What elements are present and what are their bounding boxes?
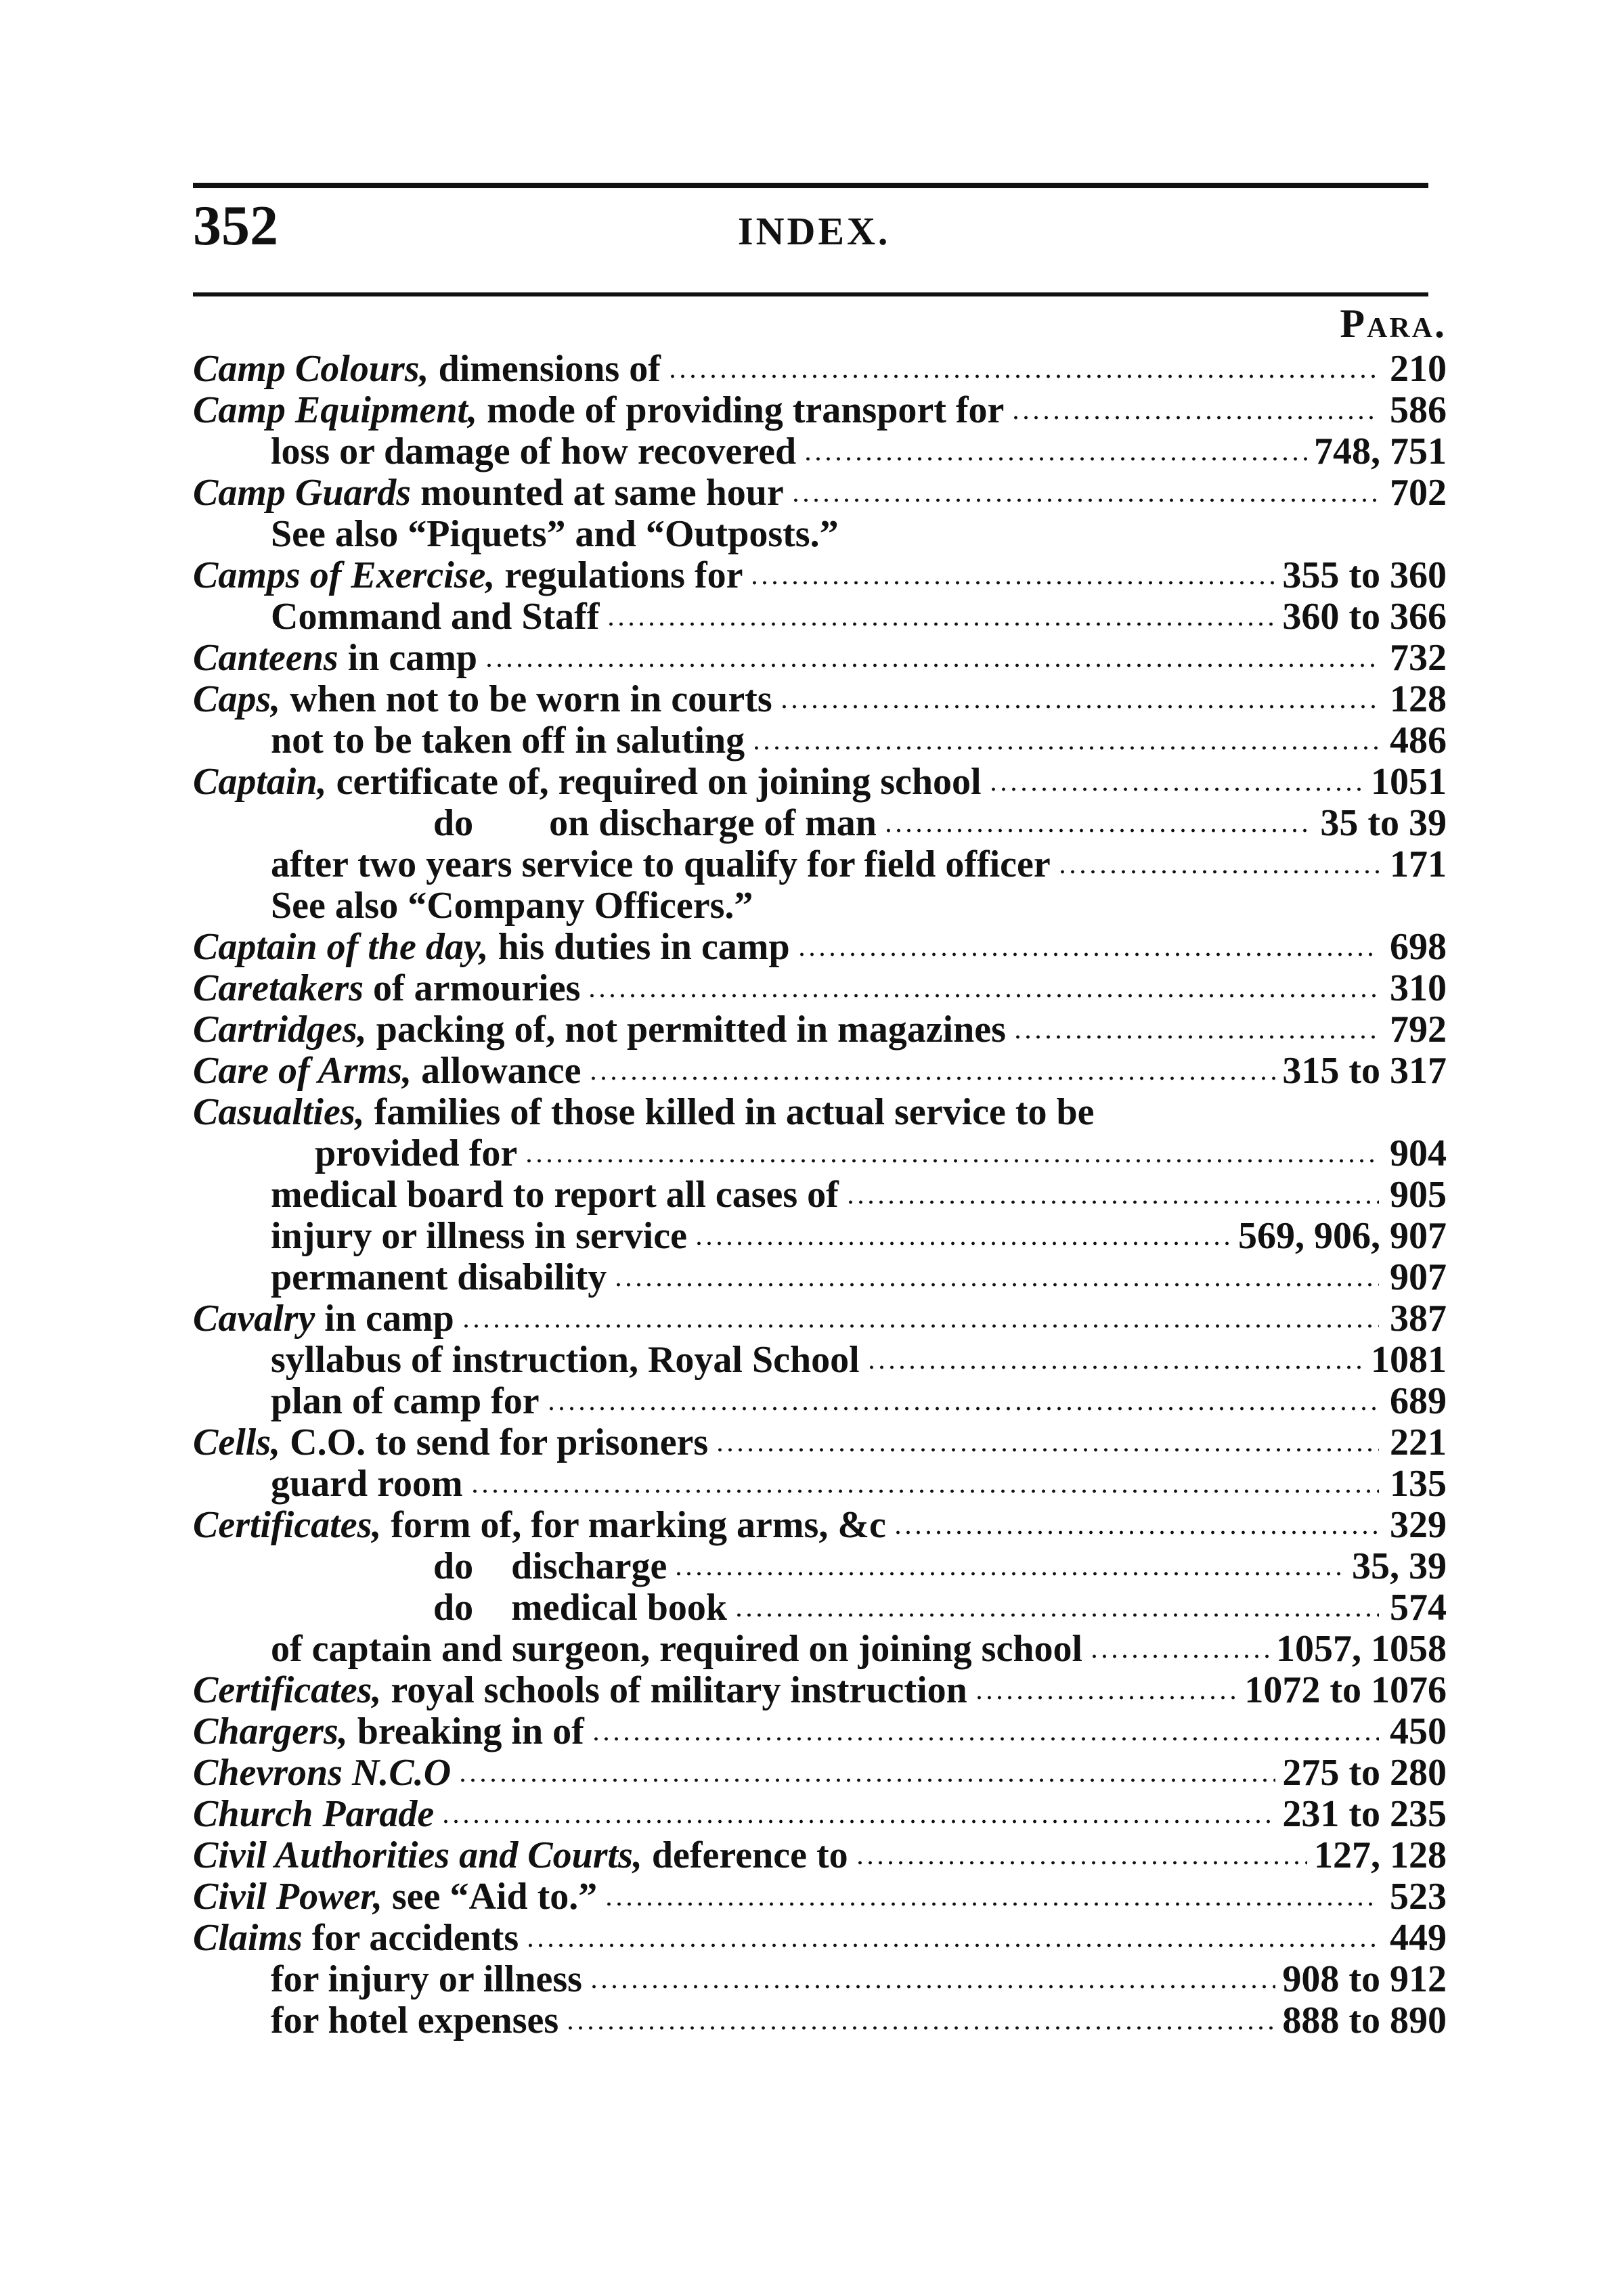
dot-leader [674,1572,1345,1576]
index-entry [193,1340,1447,1381]
index-entry [193,596,1447,638]
entry-paragraph-ref: 689 [1390,1380,1447,1422]
entry-text: provided for [315,1132,518,1174]
dot-leader [524,1159,1379,1163]
entry-paragraph-ref: 792 [1390,1009,1447,1051]
dot-leader [749,581,1275,585]
dot-leader [525,1943,1379,1947]
top-rule [193,183,1428,188]
index-entry [193,761,1447,803]
dot-leader [606,622,1275,626]
index-entry [193,2000,1447,2041]
index-entry [193,927,1447,968]
entry-paragraph-ref: 355 to 360 [1282,554,1447,596]
entry-text: for accidents [311,1917,519,1959]
entry-text: mode of providing transport for [487,389,1005,431]
entry-keyword: Cells, [193,1421,281,1463]
dot-leader [734,1613,1379,1617]
index-entry [193,1051,1447,1092]
index-entry [193,1216,1447,1257]
para-column-label: Para. [1340,301,1447,346]
entry-paragraph-ref: 905 [1390,1174,1447,1216]
entry-paragraph-ref: 171 [1390,843,1447,885]
entry-keyword: Civil Power, [193,1876,382,1918]
index-entry [193,1546,1447,1587]
dot-leader [604,1902,1379,1906]
entry-paragraph-ref: 574 [1390,1587,1447,1629]
entry-paragraph-ref: 315 to 317 [1282,1050,1447,1092]
entry-paragraph-ref: 908 to 912 [1282,1958,1447,2000]
entry-text: injury or illness in service [271,1215,687,1257]
index-entry [193,1711,1447,1752]
entry-keyword: Civil Authorities and Courts, [193,1834,642,1876]
entry-text: of armouries [373,967,581,1009]
entry-text: packing of, not permitted in magazines [376,1009,1006,1051]
entry-keyword: Camps of Exercise, [193,554,496,596]
index-entry [193,1257,1447,1298]
entry-text: guard room [271,1463,463,1505]
dot-leader [458,1778,1275,1782]
index-entry [193,1629,1447,1670]
entry-keyword: Chargers, [193,1710,348,1752]
index-entry [193,638,1447,679]
entry-paragraph-ref: 329 [1390,1504,1447,1546]
index-entry [193,1092,1447,1133]
entry-keyword: Captain, [193,761,327,803]
entry-paragraph-ref: 310 [1390,967,1447,1009]
entry-text: See also “Piquets” and “Outposts.” [271,513,839,555]
index-entry [193,844,1447,885]
dot-leader [591,1737,1379,1741]
index-entry [193,1133,1447,1174]
dot-leader [1057,870,1379,874]
entry-paragraph-ref: 1051 [1371,761,1447,803]
entry-keyword: Canteens [193,637,338,679]
dot-leader [1089,1654,1269,1658]
entry-keyword: Caretakers [193,967,364,1009]
dot-leader [441,1819,1275,1824]
entry-paragraph-ref: 1081 [1371,1339,1447,1381]
index-entry [193,472,1447,514]
entry-keyword: Care of Arms, [193,1050,412,1092]
dot-leader [988,787,1364,791]
entry-keyword: Chevrons N.C.O [193,1752,452,1794]
index-entries [193,349,1447,2041]
index-entry [193,1422,1447,1463]
index-entry [193,1959,1447,2000]
dot-leader [565,2026,1275,2030]
dot-leader [779,705,1379,709]
entry-text: do discharge [433,1545,667,1587]
entry-text: plan of camp for [271,1380,540,1422]
entry-text: not to be taken off in saluting [271,720,745,761]
dot-leader [1013,1035,1379,1039]
dot-leader [974,1696,1238,1700]
entry-paragraph-ref: 586 [1390,389,1447,431]
index-entry [193,885,1447,927]
entry-paragraph-ref: 275 to 280 [1282,1752,1447,1794]
entry-keyword: Certificates, [193,1669,382,1711]
dot-leader [855,1861,1307,1865]
entry-paragraph-ref: 231 to 235 [1282,1793,1447,1835]
dot-leader [667,374,1379,378]
entry-text: do on discharge of man [433,802,877,844]
index-entry [193,679,1447,720]
dot-leader [589,1985,1275,1989]
index-entry [193,1009,1447,1051]
entry-text: in camp [324,1298,454,1340]
entry-paragraph-ref: 732 [1390,637,1447,679]
index-entry [193,1174,1447,1216]
running-head: INDEX. [738,209,891,253]
index-entry [193,720,1447,761]
dot-leader [883,829,1313,833]
index-entry [193,349,1447,390]
entry-keyword: Captain of the day, [193,926,489,968]
entry-text: allowance [421,1050,581,1092]
entry-keyword: Caps, [193,678,281,720]
index-entry [193,555,1447,596]
entry-text: deference to [651,1834,848,1876]
dot-leader [694,1241,1231,1245]
dot-leader [797,952,1379,956]
dot-leader [546,1407,1379,1411]
entry-text: C.O. to send for prisoners [290,1421,709,1463]
entry-paragraph-ref: 486 [1390,720,1447,761]
entry-text: in camp [347,637,478,679]
index-entry [193,1298,1447,1340]
entry-text: medical board to report all cases of [271,1174,839,1216]
dot-leader [588,1076,1276,1080]
entry-paragraph-ref: 450 [1390,1710,1447,1752]
entry-text: see “Aid to.” [392,1876,598,1918]
entry-text: permanent disability [271,1256,607,1298]
index-entry [193,431,1447,472]
dot-leader [484,663,1379,667]
entry-paragraph-ref: 135 [1390,1463,1447,1505]
entry-text: syllabus of instruction, Royal School [271,1339,860,1381]
index-entry [193,514,1447,555]
dot-leader [1011,416,1379,420]
dot-leader [751,746,1379,750]
entry-paragraph-ref: 698 [1390,926,1447,968]
entry-keyword: Camp Guards [193,472,412,514]
entry-paragraph-ref: 702 [1390,472,1447,514]
entry-keyword: Cavalry [193,1298,315,1340]
entry-text: royal schools of military instruction [391,1669,967,1711]
entry-text: See also “Company Officers.” [271,885,753,927]
entry-keyword: Church Parade [193,1793,435,1835]
dot-leader [470,1489,1379,1493]
dot-leader [803,457,1307,461]
dot-leader [461,1324,1379,1328]
index-entry [193,1876,1447,1918]
entry-paragraph-ref: 128 [1390,678,1447,720]
entry-text: mounted at same hour [420,472,784,514]
entry-paragraph-ref: 35 to 39 [1320,802,1447,844]
entry-paragraph-ref: 907 [1390,1256,1447,1298]
entry-paragraph-ref: 569, 906, 907 [1238,1215,1447,1257]
page-number: 352 [193,194,278,257]
dot-leader [613,1283,1379,1287]
entry-keyword: Certificates, [193,1504,382,1546]
entry-paragraph-ref: 748, 751 [1314,430,1447,472]
index-entry [193,1381,1447,1422]
dot-leader [866,1365,1364,1369]
entry-text: after two years service to qualify for field officer [271,843,1051,885]
dot-leader [587,994,1379,998]
header-rule [193,292,1428,296]
index-entry [193,1505,1447,1546]
dot-leader [846,1200,1379,1204]
entry-text: certificate of, required on joining school [336,761,982,803]
entry-paragraph-ref: 1072 to 1076 [1244,1669,1447,1711]
entry-text: regulations for [504,554,743,596]
entry-text: families of those killed in actual service to be [374,1091,1095,1133]
entry-paragraph-ref: 449 [1390,1917,1447,1959]
entry-keyword: Claims [193,1917,303,1959]
entry-paragraph-ref: 360 to 366 [1282,596,1447,638]
entry-text: breaking in of [357,1710,584,1752]
index-entry [193,1670,1447,1711]
entry-paragraph-ref: 387 [1390,1298,1447,1340]
index-entry [193,1794,1447,1835]
entry-text: Command and Staff [271,596,600,638]
entry-text: loss or damage of how recovered [271,430,797,472]
index-entry [193,968,1447,1009]
entry-paragraph-ref: 221 [1390,1421,1447,1463]
entry-paragraph-ref: 523 [1390,1876,1447,1918]
index-entry [193,1587,1447,1629]
entry-text: do medical book [433,1587,728,1629]
entry-keyword: Camp Colours, [193,348,429,390]
entry-keyword: Cartridges, [193,1009,367,1051]
entry-paragraph-ref: 1057, 1058 [1276,1628,1447,1670]
index-entry [193,390,1447,431]
entry-paragraph-ref: 210 [1390,348,1447,390]
entry-text: for injury or illness [271,1958,582,2000]
entry-keyword: Camp Equipment, [193,389,478,431]
entry-text: when not to be worn in courts [290,678,772,720]
index-entry [193,1752,1447,1794]
index-entry [193,803,1447,844]
dot-leader [791,498,1379,502]
index-entry [193,1918,1447,1959]
entry-text: dimensions of [438,348,661,390]
entry-keyword: Casualties, [193,1091,365,1133]
entry-text: of captain and surgeon, required on joining school [271,1628,1083,1670]
entry-paragraph-ref: 127, 128 [1314,1834,1447,1876]
index-entry [193,1835,1447,1876]
entry-text: his duties in camp [498,926,790,968]
entry-text: form of, for marking arms, &c [391,1504,886,1546]
dot-leader [893,1530,1379,1535]
index-entry [193,1463,1447,1505]
entry-paragraph-ref: 904 [1390,1132,1447,1174]
dot-leader [715,1448,1379,1452]
entry-paragraph-ref: 888 to 890 [1282,2000,1447,2041]
entry-paragraph-ref: 35, 39 [1352,1545,1447,1587]
entry-text: for hotel expenses [271,2000,559,2041]
